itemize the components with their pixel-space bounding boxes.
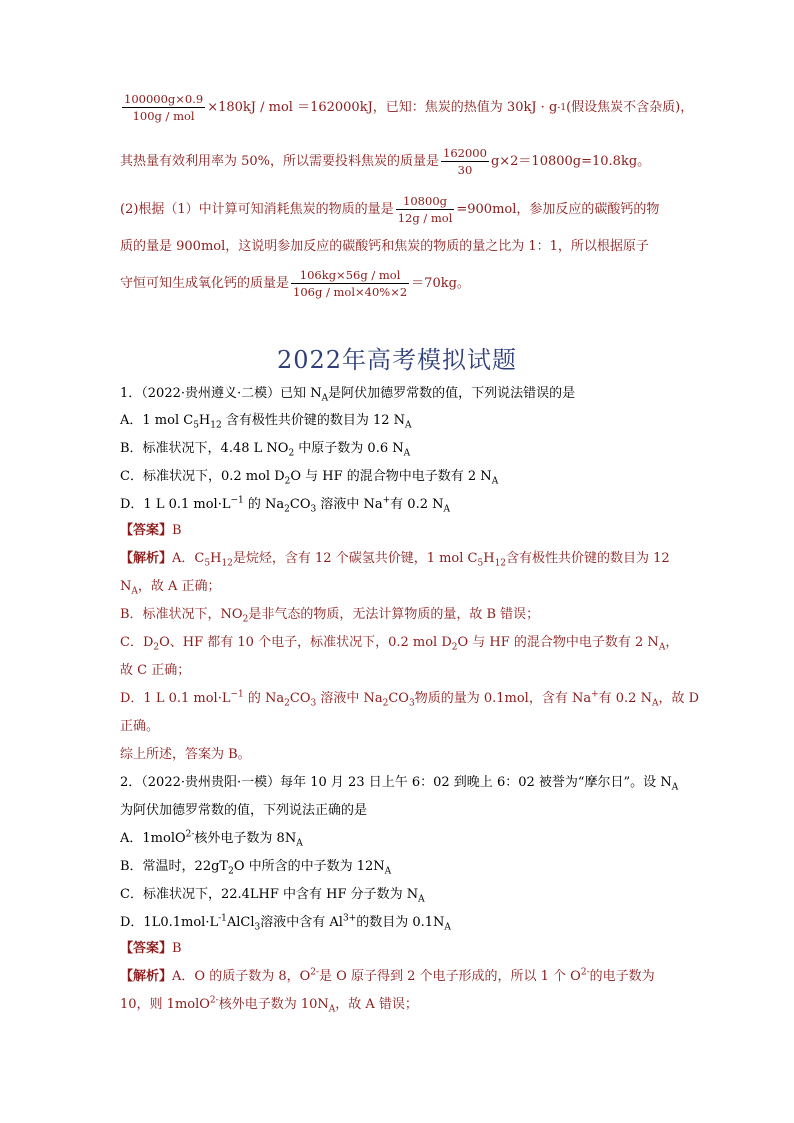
q1-analysis-7: 正确。 [120, 719, 160, 734]
q2-answer: 【答案】B [120, 941, 182, 956]
q2-stem-1: 2．（2022·贵州贵阳·一模）每年 10 月 23 日上午 6：02 到晚上 6：02 被誉为“摩尔日”。设 $N_A$ [120, 775, 679, 793]
q1-option-d: D．1 L 0.1 $mol\cdot L^{-1}$ 的 $Na_2CO_3$ 溶液中 Na+有 0.2 $N_A$ [120, 495, 450, 515]
q1-analysis-1: 【解析】A．$C_5H_{12}$是烷烃，含有 12 个碳氢共价键，1 mol $C_5H_{12}$含有极性共价键的数目为 12 [120, 551, 670, 569]
fraction: $\frac{162000}{30}$ [443, 146, 487, 177]
q2-analysis-2: 10，则 1molO$^{2-}$核外电子数为 $10N_A$，故 A 错误； [120, 995, 418, 1015]
calc-line-1: $\frac{100000g\times 0.9}{\text{100g / mol}}$ ×180kJ / mol ＝162000kJ，已知：焦炭的热值为 30kJ · g-1(假设焦炭不含杂质)， [124, 92, 694, 123]
q1-option-c: C．标准状况下，0.2 mol $D_2O$ 与 HF 的混合物中电子数有 2 $N_A$ [120, 469, 499, 487]
q1-option-a: A．1 mol $C_5H_{12}$ 含有极性共价键的数目为 12 $N_A$ [120, 413, 412, 431]
q1-stem: 1．（2022·贵州遵义·二模）已知 $N_A$是阿伏加德罗常数的值，下列说法错误的是 [120, 386, 576, 404]
fraction: $\frac{100000g\times 0.9}{\text{100g / mol}}$ [124, 92, 204, 123]
calc-line-4: 质的量是 900mol，这说明参加反应的碳酸钙和焦炭的物质的量之比为 1：1，所以根据原子 [120, 239, 649, 254]
q1-analysis-5: 故 C 正确； [120, 663, 191, 678]
q1-analysis-6: D．1 L 0.1 $mol\cdot L^{-1}$ 的 $Na_2CO_3$ 溶液中 $Na_2CO_3$物质的量为 0.1mol，含有 Na+有 0.2 $N_A$，故 D [120, 689, 700, 709]
fraction: $\frac{\text{106kg×56g / mol}}{\text{106g / mol×40\%×2}}$ [293, 268, 408, 299]
q1-option-b: B．标准状况下，4.48 L $NO_2$ 中原子数为 0.6 $N_A$ [120, 441, 411, 459]
q1-analysis-2: $N_A$，故 A 正确； [120, 579, 221, 597]
fraction: $\frac{10800g}{\text{12g / mol}}$ [397, 194, 453, 225]
calc-line-3: (2)根据（1）中计算可知消耗焦炭的物质的量是 $\frac{10800g}{\text{12g / mol}}$ =900mol，参加反应的碳酸钙的物 [120, 194, 660, 225]
q1-analysis-3: B．标准状况下，$NO_2$是非气态的物质，无法计算物质的量，故 B 错误； [120, 607, 540, 625]
calc-line-2: 其热量有效利用率为 50%，所以需要投料焦炭的质量是 $\frac{162000}{30}$ g×2＝10800g=10.8kg。 [120, 146, 651, 177]
q2-option-c: C．标准状况下，22.4LHF 中含有 HF 分子数为 $N_A$ [120, 887, 425, 905]
q2-analysis-1: 【解析】A．O 的质子数为 8，$O^{2-}$是 O 原子得到 2 个电子形成的，所以 1 个 $O^{2-}$的电子数为 [120, 967, 655, 984]
section-title: 2022年高考模拟试题 [276, 346, 518, 374]
q1-summary: 综上所述，答案为 B。 [120, 747, 251, 762]
q2-option-a: A．1molO$^{2-}$核外电子数为 $8N_A$ [120, 829, 303, 849]
q2-option-d: D．$1L0.1mol\cdot L^{-1}AlCl_3$溶液中含有 $Al^{3+}$的数目为 $0.1N_A$ [120, 913, 451, 933]
q2-stem-2: 为阿伏加德罗常数的值，下列说法正确的是 [120, 803, 368, 818]
q1-analysis-4: C．$D_2O$、HF 都有 10 个电子，标准状况下，0.2 mol $D_2O$ 与 HF 的混合物中电子数有 2 $N_A$， [120, 635, 679, 653]
calc-line-5: 守恒可知生成氧化钙的质量是 $\frac{\text{106kg×56g / mol}}{\text{106g / mol×40\%×2}}$ ＝70kg。 [120, 268, 470, 299]
q2-option-b: B．常温时，$22gT_2O$ 中所含的中子数为 $12N_A$ [120, 859, 392, 877]
q1-answer: 【答案】B [120, 523, 182, 538]
